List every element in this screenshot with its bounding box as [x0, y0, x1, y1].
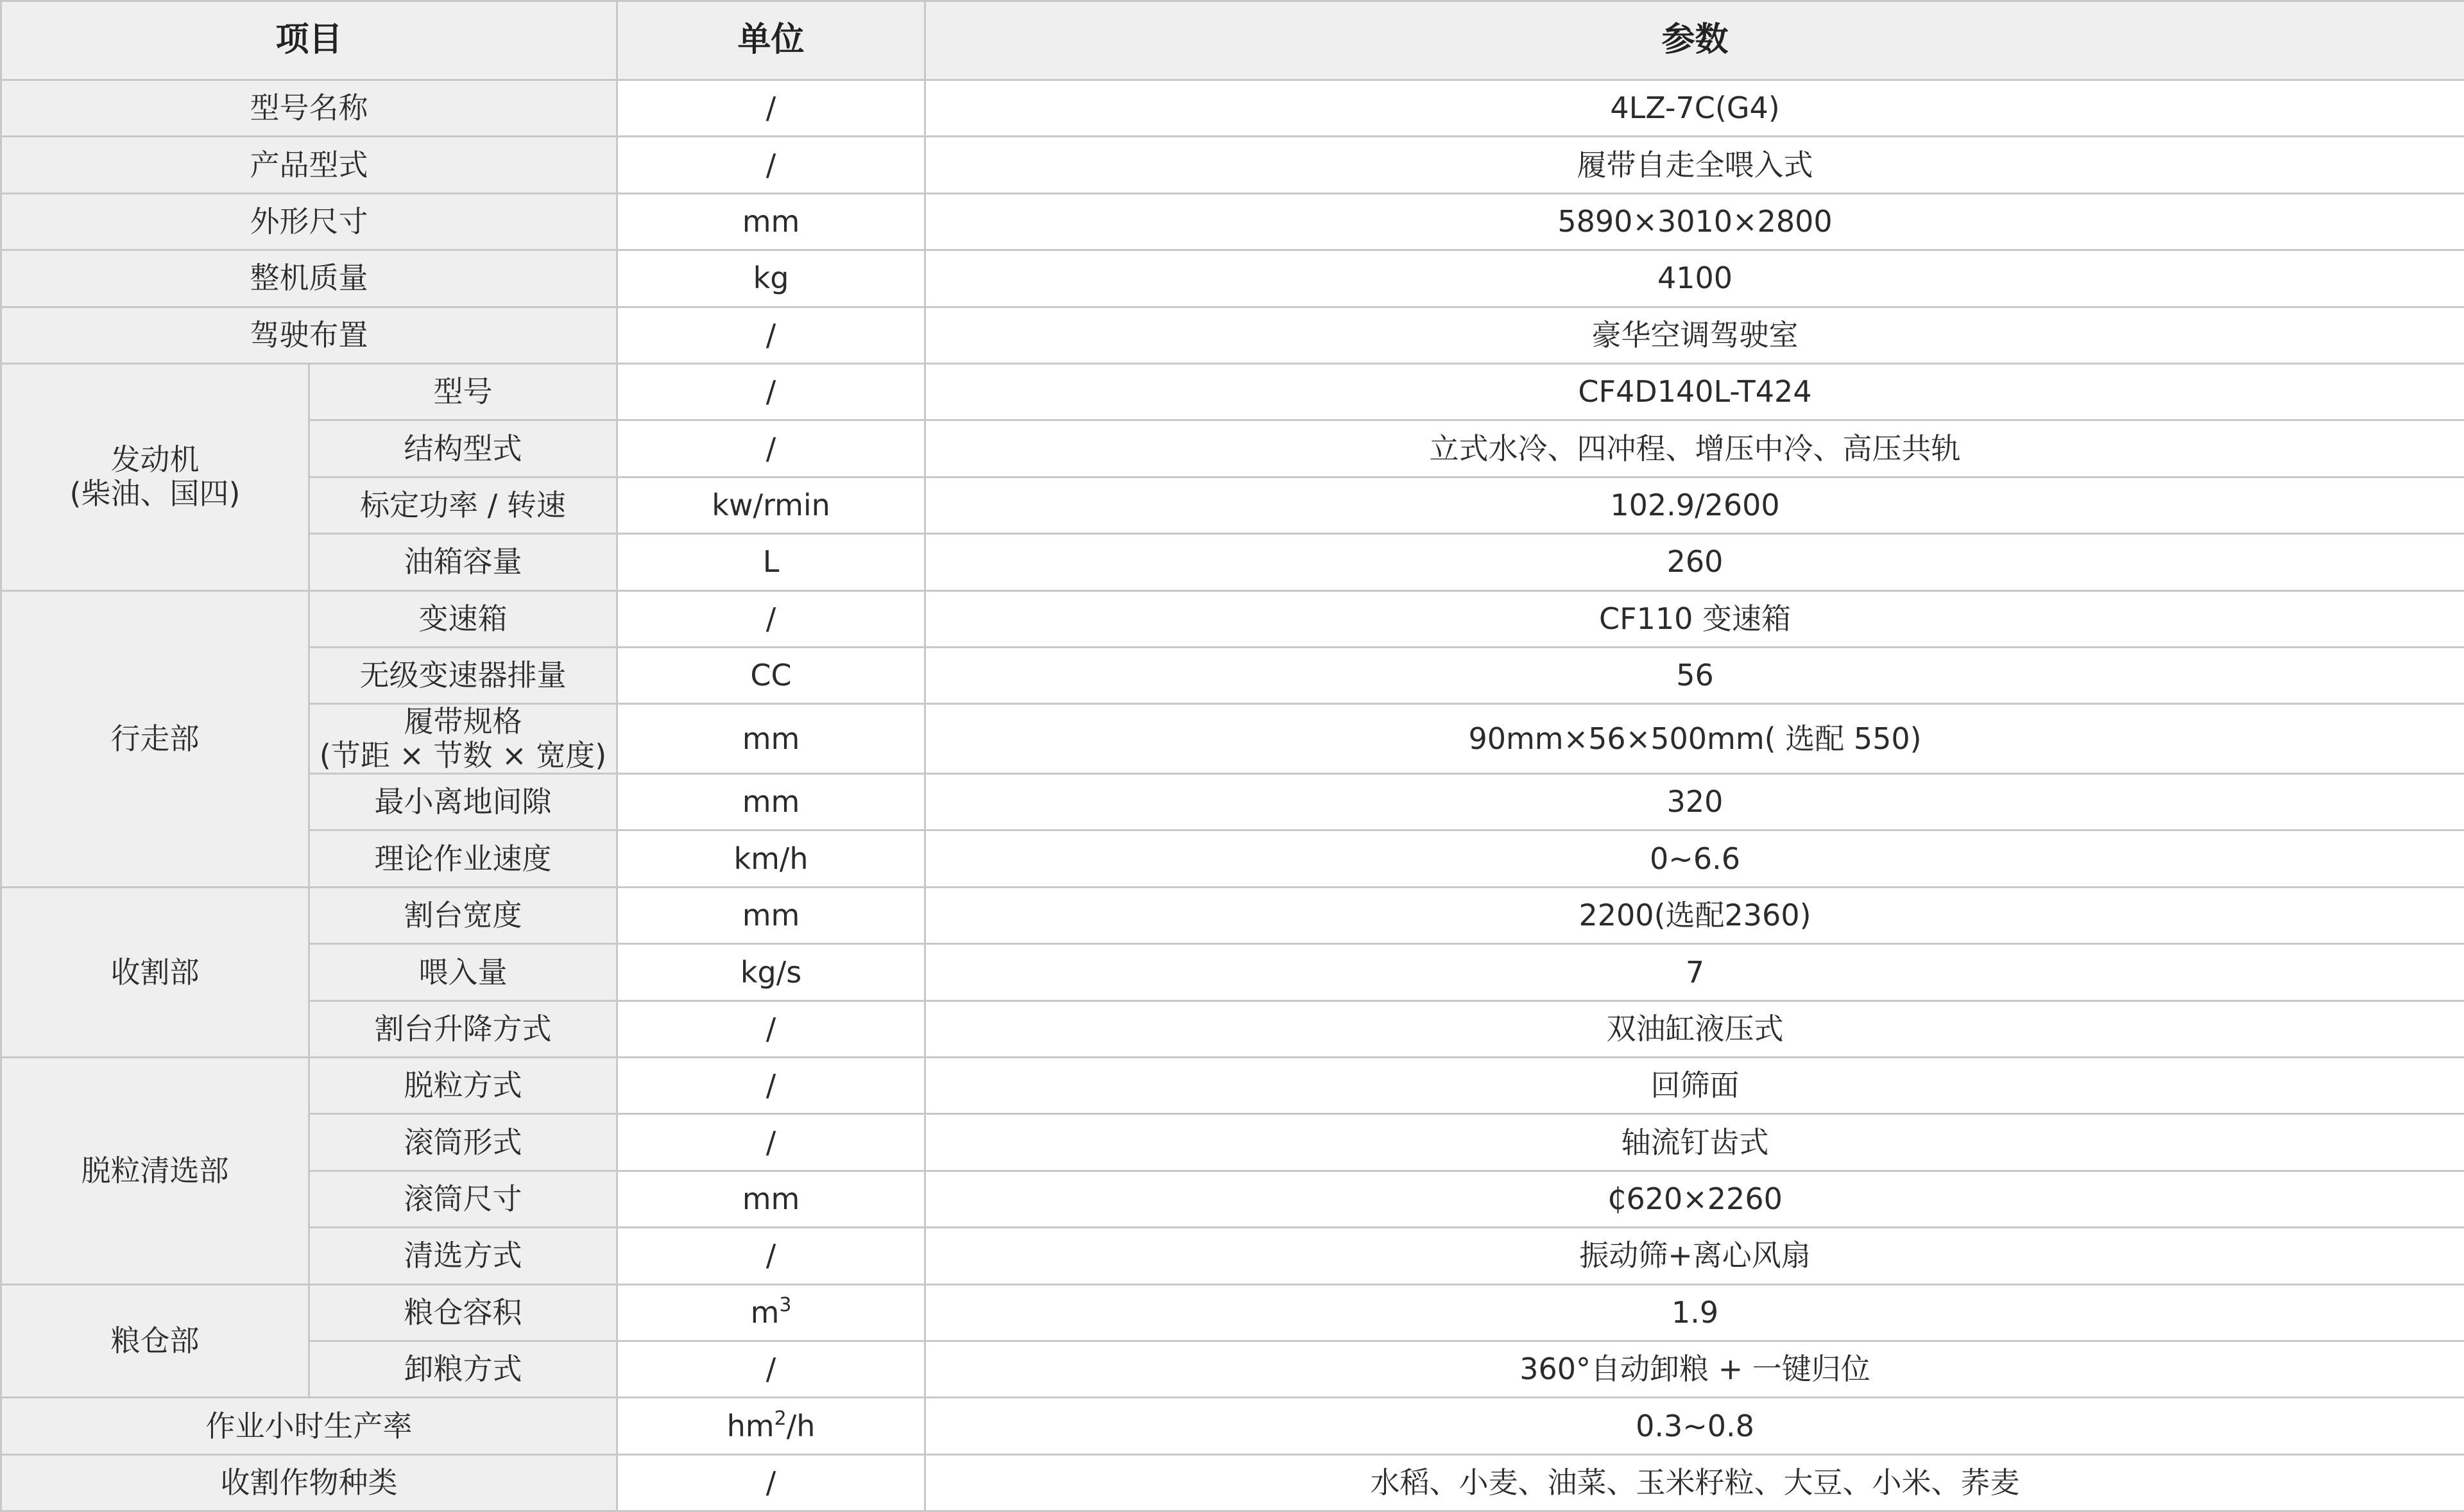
- table-row: [1, 193, 2464, 250]
- unit-tail: /h: [787, 1409, 816, 1443]
- table-row: [1, 887, 2464, 943]
- table-row: [1, 1114, 2464, 1171]
- header-unit: 单位: [617, 1, 925, 80]
- group-harvest: 收割部: [1, 887, 309, 1057]
- table-row: [1, 534, 2464, 590]
- row-item: 整机质量: [1, 250, 617, 307]
- row-unit: mm: [617, 193, 925, 250]
- row-unit: CC: [617, 647, 925, 703]
- row-unit: mm: [617, 704, 925, 774]
- row-item: 结构型式: [309, 420, 617, 477]
- row-item: 型号名称: [1, 80, 617, 137]
- unit-base: hm: [727, 1409, 774, 1443]
- row-value: 360°自动卸粮 + 一键归位: [925, 1341, 2464, 1397]
- row-value: 0~6.6: [925, 830, 2464, 887]
- row-unit: kw/rmin: [617, 477, 925, 533]
- row-item: 清选方式: [309, 1228, 617, 1284]
- row-value: 1.9: [925, 1284, 2464, 1341]
- row-value: ₵620×2260: [925, 1171, 2464, 1227]
- group-travel: 行走部: [1, 590, 309, 887]
- row-value: 立式水冷、四冲程、增压中冷、高压共轨: [925, 420, 2464, 477]
- row-item: 最小离地间隙: [309, 774, 617, 830]
- unit-superscript: 3: [779, 1294, 791, 1316]
- row-item: 滚筒尺寸: [309, 1171, 617, 1227]
- row-item: 割台宽度: [309, 887, 617, 943]
- row-unit: [617, 1284, 925, 1341]
- row-value: 4LZ-7C(G4): [925, 80, 2464, 137]
- header-item: 项目: [1, 1, 617, 80]
- row-item: 无级变速器排量: [309, 647, 617, 703]
- table-row: [1, 647, 2464, 703]
- table-row: [1, 590, 2464, 647]
- row-unit: km/h: [617, 830, 925, 887]
- table-row: [1, 250, 2464, 307]
- row-unit: /: [617, 307, 925, 363]
- row-unit: mm: [617, 1171, 925, 1227]
- row-unit: /: [617, 1454, 925, 1511]
- table-row: [1, 420, 2464, 477]
- row-unit: kg: [617, 250, 925, 307]
- row-item: 变速箱: [309, 590, 617, 647]
- table-row: [1, 363, 2464, 420]
- row-value: 260: [925, 534, 2464, 590]
- row-value: CF110 变速箱: [925, 590, 2464, 647]
- table-row: [1, 774, 2464, 830]
- unit-superscript: 2: [774, 1407, 787, 1430]
- row-value: 水稻、小麦、油菜、玉米籽粒、大豆、小米、荞麦: [925, 1454, 2464, 1511]
- row-unit: /: [617, 1001, 925, 1057]
- table-row: [1, 1341, 2464, 1397]
- row-unit: /: [617, 137, 925, 193]
- row-item: 型号: [309, 363, 617, 420]
- row-item: 外形尺寸: [1, 193, 617, 250]
- row-unit: /: [617, 1228, 925, 1284]
- table-row: [1, 80, 2464, 137]
- table-row: [1, 1058, 2464, 1114]
- table-row: [1, 1001, 2464, 1057]
- row-item: 割台升降方式: [309, 1001, 617, 1057]
- row-item: 卸粮方式: [309, 1341, 617, 1397]
- table-row: [1, 830, 2464, 887]
- row-unit: /: [617, 1058, 925, 1114]
- row-item: 粮仓容积: [309, 1284, 617, 1341]
- row-value: 履带自走全喂入式: [925, 137, 2464, 193]
- group-thresh: 脱粒清选部: [1, 1058, 309, 1285]
- row-unit: /: [617, 80, 925, 137]
- row-unit: /: [617, 1341, 925, 1397]
- row-value: 轴流钉齿式: [925, 1114, 2464, 1171]
- group-engine: [1, 363, 309, 590]
- row-value: 56: [925, 647, 2464, 703]
- table-row: [1, 704, 2464, 774]
- row-item: 理论作业速度: [309, 830, 617, 887]
- row-value: 320: [925, 774, 2464, 830]
- row-unit: /: [617, 420, 925, 477]
- row-value: 90mm×56×500mm( 选配 550): [925, 704, 2464, 774]
- row-value: 0.3~0.8: [925, 1398, 2464, 1454]
- row-value: 102.9/2600: [925, 477, 2464, 533]
- row-value: 2200(选配2360): [925, 887, 2464, 943]
- row-item: 驾驶布置: [1, 307, 617, 363]
- row-value: 回筛面: [925, 1058, 2464, 1114]
- row-item-line1: 履带规格: [404, 704, 522, 739]
- table-header-row: [1, 1, 2464, 80]
- group-engine-line2: (柴油、国四): [70, 476, 241, 511]
- row-unit: /: [617, 1114, 925, 1171]
- row-value: 5890×3010×2800: [925, 193, 2464, 250]
- header-param: 参数: [925, 1, 2464, 80]
- row-unit: /: [617, 363, 925, 420]
- row-item: 脱粒方式: [309, 1058, 617, 1114]
- row-unit: /: [617, 590, 925, 647]
- table-row: [1, 1228, 2464, 1284]
- table-row: [1, 1398, 2464, 1454]
- row-item: 收割作物种类: [1, 1454, 617, 1511]
- unit-base: m: [751, 1295, 780, 1330]
- row-unit: kg/s: [617, 944, 925, 1001]
- table-row: [1, 1454, 2464, 1511]
- row-unit: mm: [617, 774, 925, 830]
- row-item-line2: (节距 × 节数 × 宽度): [320, 738, 606, 773]
- row-item: 滚筒形式: [309, 1114, 617, 1171]
- row-item: 产品型式: [1, 137, 617, 193]
- table-row: [1, 137, 2464, 193]
- table-row: [1, 477, 2464, 533]
- row-unit: L: [617, 534, 925, 590]
- row-value: 7: [925, 944, 2464, 1001]
- row-value: 振动筛+离心风扇: [925, 1228, 2464, 1284]
- row-unit: mm: [617, 887, 925, 943]
- row-value: CF4D140L-T424: [925, 363, 2464, 420]
- row-item: 作业小时生产率: [1, 1398, 617, 1454]
- row-item: 喂入量: [309, 944, 617, 1001]
- group-grain: 粮仓部: [1, 1284, 309, 1398]
- row-item: [309, 704, 617, 774]
- table-row: [1, 1171, 2464, 1227]
- row-unit: [617, 1398, 925, 1454]
- row-item: 标定功率 / 转速: [309, 477, 617, 533]
- row-value: 4100: [925, 250, 2464, 307]
- group-engine-line1: 发动机: [111, 442, 200, 477]
- row-item: 油箱容量: [309, 534, 617, 590]
- row-value: 双油缸液压式: [925, 1001, 2464, 1057]
- table-row: [1, 944, 2464, 1001]
- table-row: [1, 1284, 2464, 1341]
- table-row: [1, 307, 2464, 363]
- row-value: 豪华空调驾驶室: [925, 307, 2464, 363]
